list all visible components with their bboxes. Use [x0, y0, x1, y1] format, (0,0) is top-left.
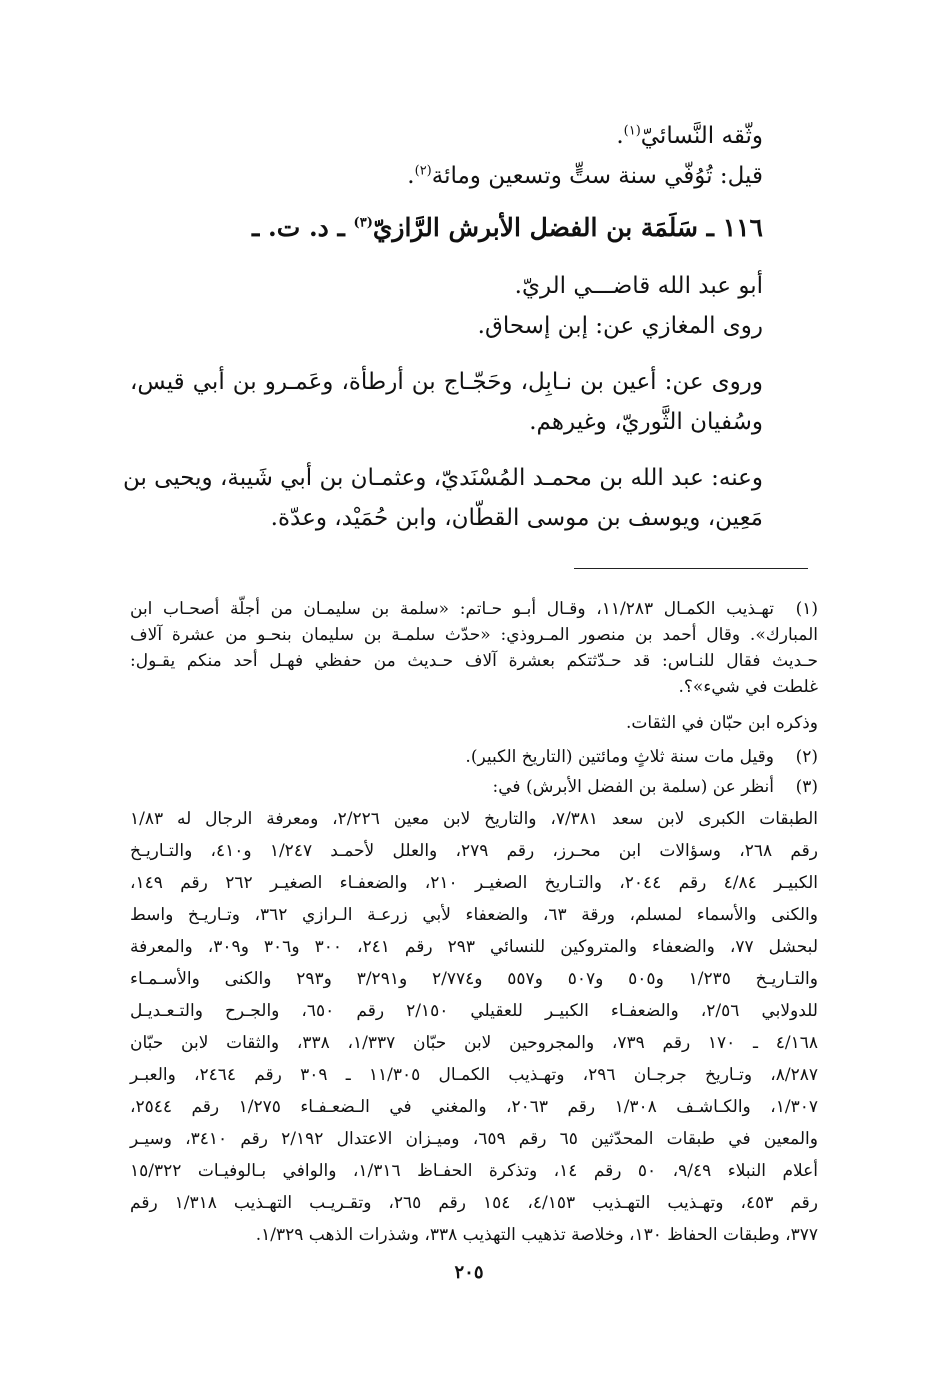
footnote-1-line-4: غلطت في شيء»؟. — [678, 677, 818, 697]
main-line-8: وعنه: عبد الله بن محمـد المُسْنَديّ، وعثمـان بن أبي شَيبة، ويحيى بن — [122, 465, 763, 491]
footnote-number-1: (١) — [795, 599, 818, 619]
page-number: ٢٠٥ — [454, 1262, 484, 1283]
main-line-2 — [407, 156, 763, 196]
reference-line: أعلام النبلاء ٩/٤٩، ٥٠ رقم ١٤، وتذكرة الحفـاظ ١/٣١٦، والوافي بـالوفيـات ١٥/٣٢٢ — [130, 1161, 818, 1181]
footnote-number-3: (٣) — [795, 777, 818, 797]
main-line-5: روى المغازي عن: إبن إسحاق. — [477, 313, 763, 339]
main-line-4: أبو عبد الله قاضـــي الريّ. — [514, 273, 763, 299]
footnote-ref-3[interactable]: (٣) — [353, 215, 373, 231]
reference-line: ٣٧٧، وطبقات الحفاظ ١٣٠، وخلاصة تذهيب التهذيب ٣٣٨، وشذرات الذهب ١/٣٢٩. — [255, 1225, 818, 1245]
footnote-ref-1[interactable]: (١) — [623, 123, 641, 139]
main-line-1 — [616, 116, 763, 156]
reference-line: ١/٣٠٧، والكـاشـف ١/٣٠٨ رقم ٢٠٦٣، والمغني في الـضعـفـاء ١/٢٧٥ رقم ٢٥٤٤، — [130, 1097, 818, 1117]
reference-line: ٤/١٦٨ ـ ١٧٠ رقم ٧٣٩، والمجروحين لابن حبّان ١/٣٣٧، ٣٣٨، والثقات لابن حبّان — [130, 1033, 819, 1053]
reference-line: للدولابي ٢/٥٦، والضعفـاء الكبيـر للعقيلي ٢/١٥٠ رقم ٦٥٠، والجـرح والتـعـديـل — [130, 1001, 818, 1021]
footnote-divider — [574, 568, 808, 569]
heading-title: ١١٦ ـ سَلَمَة بن الفضل الأبرش الرَّازيّ — [372, 213, 763, 242]
footnote-2-line-1: وقيل مات سنة ثلاثٍ ومائتين (التاريخ الكبير). — [465, 747, 774, 767]
footnote-ref-2[interactable]: (٢) — [414, 163, 432, 179]
reference-line: ٨/٢٨٧، وتـاريخ جرجـان ٢٩٦، وتهـذيب الكمـال ١١/٣٠٥ ـ ٣٠٩ رقم ٢٤٦٤، والعبـر — [130, 1065, 818, 1085]
heading-suffix: ـ د. ت. ـ — [252, 213, 354, 242]
reference-line: رقم ٢٦٨، وسؤالات ابن محـرز، رقم ٢٧٩، والعلل لأحمـد ١/٢٤٧ و٤١٠، والتـاريـخ — [130, 841, 818, 861]
reference-line: رقم ٤٥٣، وتهـذيب التهـذيب ٤/١٥٣، ١٥٤ رقم ٢٦٥، وتقـريـب التهـذيب ١/٣١٨ رقم — [130, 1193, 819, 1213]
footnote-number-2: (٢) — [795, 747, 818, 767]
footnote-1-line-2: المبارك». وقال أحمد بن منصور المـروذي: «حدّث سلمـة بن سليمان بنحـو من عشرة آلاف — [130, 625, 818, 645]
footnote-1-line-1: تهـذيب الكمـال ١١/٢٨٣، وقـال أبـو حـاتم: «سلمة بن سليمـان من أجلّة أصحـاب ابن — [130, 599, 775, 619]
reference-line: والكنى والأسماء لمسلم، ورقة ٦٣، والضعفاء لأبي زرعـة الـرازي ٣٦٢، وتـاريـخ واسط — [130, 905, 818, 925]
text-span: وثّقه النَّسائيّ — [640, 123, 763, 149]
main-line-7: وسُفيان الثَّوريّ، وغيرهم. — [529, 409, 763, 435]
main-line-9: مَعِين، ويوسف بن موسى القطّان، وابن حُمَيْد، وعدّة. — [270, 505, 763, 531]
text-span: . — [407, 163, 415, 189]
entry-heading — [252, 208, 763, 248]
text-span: . — [616, 123, 624, 149]
footnote-1-line-3: حـديث فقال للنـاس: قد حـدّثتكم بعشرة آلاف حـديث من حفظي فهـل أحد منكم يقـول: — [130, 651, 818, 671]
reference-line: لبحشل ٧٧، والضعفاء والمتروكين للنسائي ٢٩٣ رقم ٢٤١، ٣٠٠ و٣٠٦ و٣٠٩، والمعرفة — [130, 937, 818, 957]
footnote-1-line-5: وذكره ابن حبّان في الثقات. — [626, 713, 818, 733]
reference-line: والمعين في طبقات المحدّثين ٦٥ رقم ٦٥٩، وميـزان الاعتدال ٢/١٩٢ رقم ٣٤١٠، وسيـر — [130, 1129, 818, 1149]
main-line-6: وروى عن: أعين بن نـابِل، وحَجّـاج بن أرطأة، وعَمـرو بن أبي قيس، — [130, 369, 763, 395]
reference-line: الكبيـر ٤/٨٤ رقم ٢٠٤٤، والتـاريخ الصغيـر ٢١٠، والضعفـاء الصغيـر ٢٦٢ رقم ١٤٩، — [130, 873, 818, 893]
footnote-3-line-1: أنظر عن (سلمة بن الفضل الأبرش) في: — [492, 777, 774, 797]
reference-line: والتـاريـخ ١/٢٣٥ و٥٠٥ و٥٠٧ و٥٥٧ و٢/٧٧٤ و٣/٢٩١ و٢٩٣ والكنى والأسـمـاء — [130, 969, 818, 989]
text-span: قيل: تُوُفّي سنة ستٍّ وتسعين ومائة — [431, 163, 763, 189]
reference-line: الطبقات الكبرى لابن سعد ٧/٣٨١، والتاريخ لابن معين ٢/٢٢٦، ومعرفة الرجال له ١/٨٣ — [130, 809, 818, 829]
